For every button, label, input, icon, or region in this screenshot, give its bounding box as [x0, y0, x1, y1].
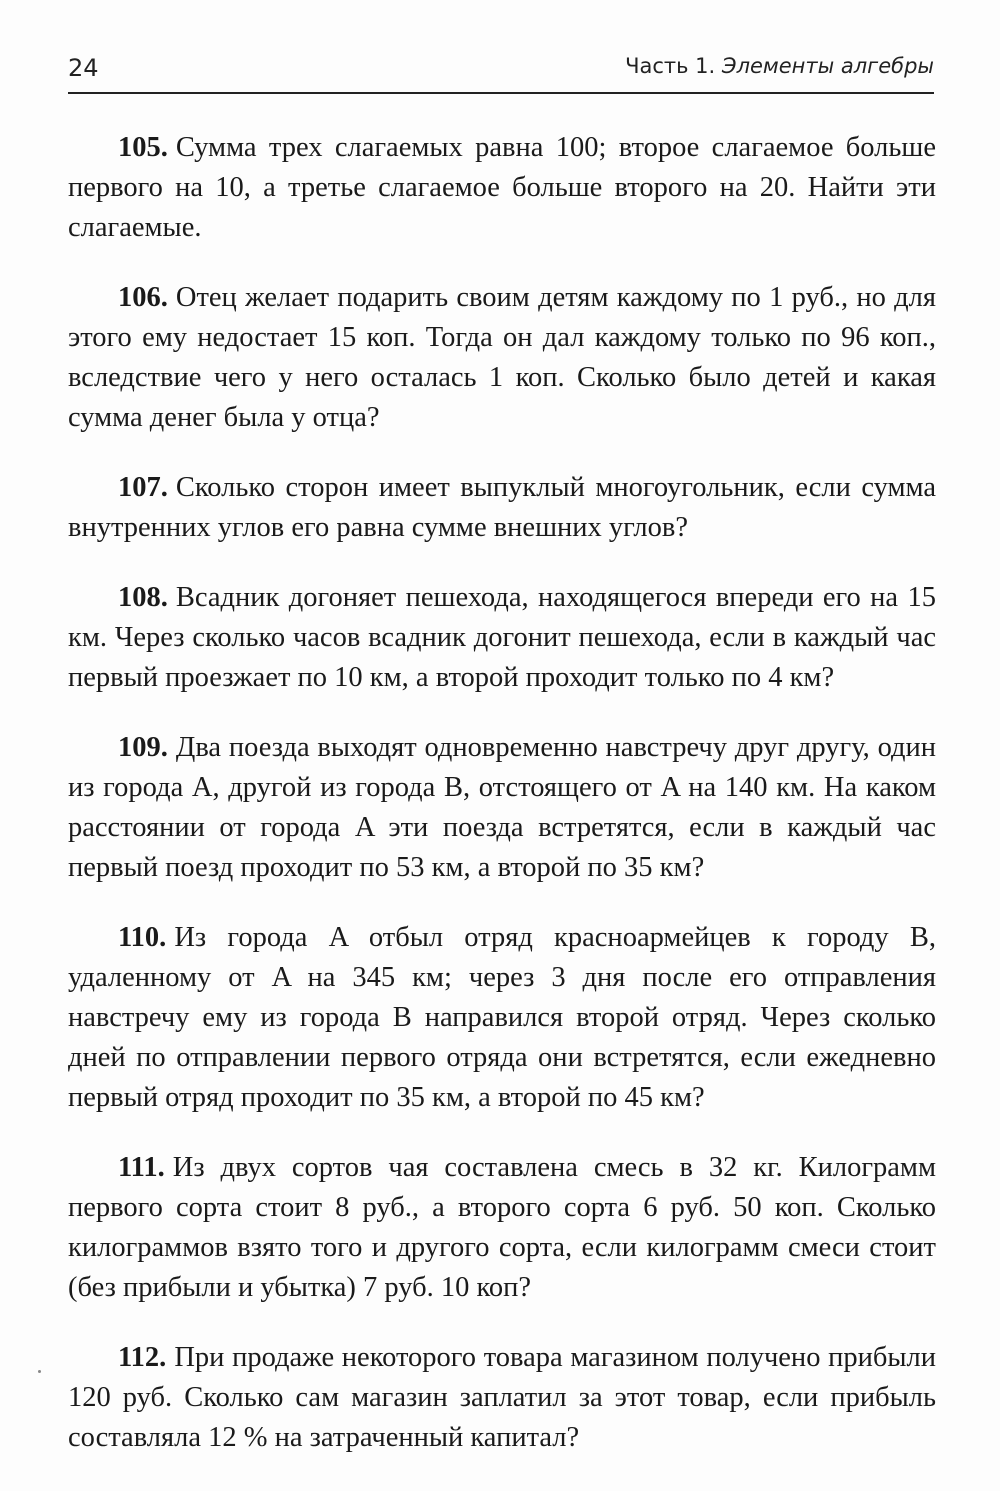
problem-number: 110.: [118, 922, 167, 953]
problem-list: [68, 128, 936, 1488]
problem-112: [68, 1338, 936, 1458]
problem-number: 105.: [118, 132, 168, 163]
problem-111: [68, 1148, 936, 1308]
part-label: Часть 1.: [625, 54, 716, 78]
page-header: [68, 48, 934, 94]
problem-text: Сколько сторон имеет выпуклый многоугольник, если сумма внутренних углов его равна сумме внешних углов?: [68, 472, 936, 543]
problem-text: Из города A отбыл отряд красноармейцев к городу B, удаленному от A на 345 км; через 3 дня после его отправления навстречу ему из города B направился второй отряд. Через сколько дней по отправлении первого отряда они встретятся, если ежедневно первый отряд проходит по 35 км, а второй по 45 км?: [68, 922, 936, 1113]
problem-110: [68, 918, 936, 1118]
page-number: 24: [68, 54, 99, 82]
problem-number: 112.: [118, 1342, 167, 1373]
problem-text: Сумма трех слагаемых равна 100; второе слагаемое больше первого на 10, а третье слагаемое больше второго на 20. Найти эти слагаемые.: [68, 132, 936, 243]
running-head: [625, 54, 934, 78]
problem-107: [68, 468, 936, 548]
problem-number: 106.: [118, 282, 168, 313]
problem-105: [68, 128, 936, 248]
section-title: Элементы алгебры: [721, 54, 934, 78]
problem-text: Отец желает подарить своим детям каждому по 1 руб., но для этого ему недостает 15 коп. Тогда он дал каждому только по 96 коп., вследствие чего у него осталась 1 коп. Сколько было детей и какая сумма денег была у отца?: [68, 282, 936, 433]
problem-106: [68, 278, 936, 438]
scan-speck: [38, 1370, 41, 1373]
problem-number: 109.: [118, 732, 168, 763]
problem-109: [68, 728, 936, 888]
problem-text: Два поезда выходят одновременно навстречу друг другу, один из города A, другой из города B, отстоящего от A на 140 км. На каком расстоянии от города A эти поезда встретятся, если в каждый час первый поезд проходит по 53 км, а второй по 35 км?: [68, 732, 936, 883]
problem-108: [68, 578, 936, 698]
problem-number: 108.: [118, 582, 168, 613]
problem-text: При продаже некоторого товара магазином получено прибыли 120 руб. Сколько сам магазин заплатил за этот товар, если прибыль составляла 12 % на затраченный капитал?: [68, 1342, 936, 1453]
problem-number: 107.: [118, 472, 168, 503]
problem-text: Из двух сортов чая составлена смесь в 32 кг. Килограмм первого сорта стоит 8 руб., а второго сорта 6 руб. 50 коп. Сколько килограммов взято того и другого сорта, если килограмм смеси стоит (без прибыли и убытка) 7 руб. 10 коп?: [68, 1152, 936, 1303]
problem-number: 111.: [118, 1152, 165, 1183]
problem-text: Всадник догоняет пешехода, находящегося впереди его на 15 км. Через сколько часов всадник догонит пешехода, если в каждый час первый проезжает по 10 км, а второй проходит только по 4 км?: [68, 582, 936, 693]
